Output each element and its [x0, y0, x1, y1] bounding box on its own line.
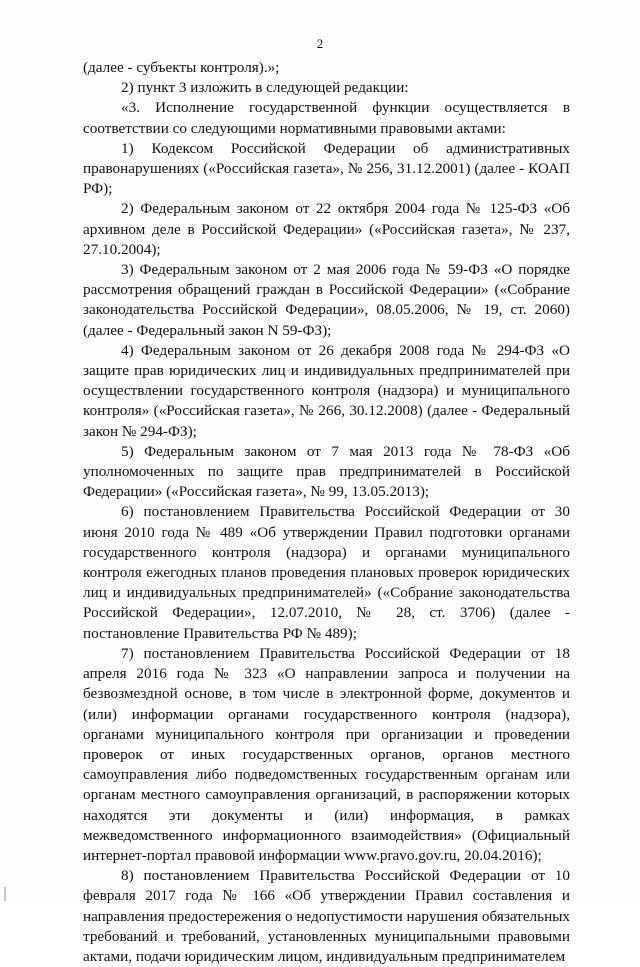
paragraph-act-3: 3) Федеральным законом от 2 мая 2006 года № 59-ФЗ «О порядке рассмотрения обращений граждан в Российской Федерации» («Собрание законодательства Российской Федерации», 08.05.2006, № 19, ст. 2060) (далее - Федеральный закон N 59-ФЗ);: [83, 261, 570, 339]
paragraph-item-2: 2) пункт 3 изложить в следующей редакции:: [121, 79, 409, 97]
paragraph-act-1: 1) Кодексом Российской Федерации об административных правонарушениях («Российская газета», № 256, 31.12.2001) (далее - КОАП РФ);: [83, 139, 570, 198]
scan-edge-mark: [4, 887, 6, 901]
paragraph-act-6: 6) постановлением Правительства Российской Федерации от 30 июня 2010 года № 489 «Об утверждении Правил подготовки органами государственного контроля (надзора) и органами муниципального контроля ежегодных планов проведения плановых проверок юридических лиц и индивидуальных предпринимателей» («Собрание законодательства Российской Федерации», 12.07.2010, № 28, ст. 3706) (далее - постановление Правительства РФ № 489);: [83, 503, 570, 642]
paragraph-act-7: 7) постановлением Правительства Российской Федерации от 18 апреля 2016 года № 323 «О направлении запроса и получении на безвозмездной основе, в том числе в электронной форме, документов и (или) информации органами государственного контроля (надзора), органами муниципального контроля при организации и проведении проверок от иных государственных органов, органов местного самоуправления либо подведомственных государственным органам или органам местного самоуправления организаций, в распоряжении которых находятся эти документы и (или) информация, в рамках межведомственного информационного взаимодействия» (Официальный интернет-портал правовой информации www.pravo.gov.ru, 20.04.2016);: [83, 644, 570, 864]
paragraph-act-2: 2) Федеральным законом от 22 октября 2004 года № 125-ФЗ «Об архивном деле в Российской Федерации» («Российская газета», № 237, 27.10.2004);: [83, 200, 570, 258]
document-body: [83, 58, 570, 967]
paragraph-act-4: 4) Федеральным законом от 26 декабря 2008 года № 294-ФЗ «О защите прав юридических лиц и индивидуальных предпринимателей при осуществлении государственного контроля (надзора) и муниципального контроля» («Российская газета», № 266, 30.12.2008) (далее - Федеральный закон № 294-ФЗ);: [83, 341, 570, 440]
paragraph-section-3-intro: «3. Исполнение государственной функции осуществляется в соответствии со следующими нормативными правовыми актами:: [83, 99, 570, 137]
paragraph-continuation: (далее - субъекты контроля).»;: [83, 59, 280, 76]
page-number: 2: [316, 36, 324, 51]
paragraph-act-8: 8) постановлением Правительства Российской Федерации от 10 февраля 2017 года № 166 «Об утверждении Правил составления и направления предостережения о недопустимости нарушения обязательных требований и требований, установленных муниципальными правовыми актами, подачи юридическим лицом, индивидуальным предпринимателем: [83, 867, 570, 965]
paragraph-act-5: 5) Федеральным законом от 7 мая 2013 года № 78-ФЗ «Об уполномоченных по защите прав предпринимателей в Российской Федерации» («Российская газета», № 99, 13.05.2013);: [83, 442, 570, 501]
